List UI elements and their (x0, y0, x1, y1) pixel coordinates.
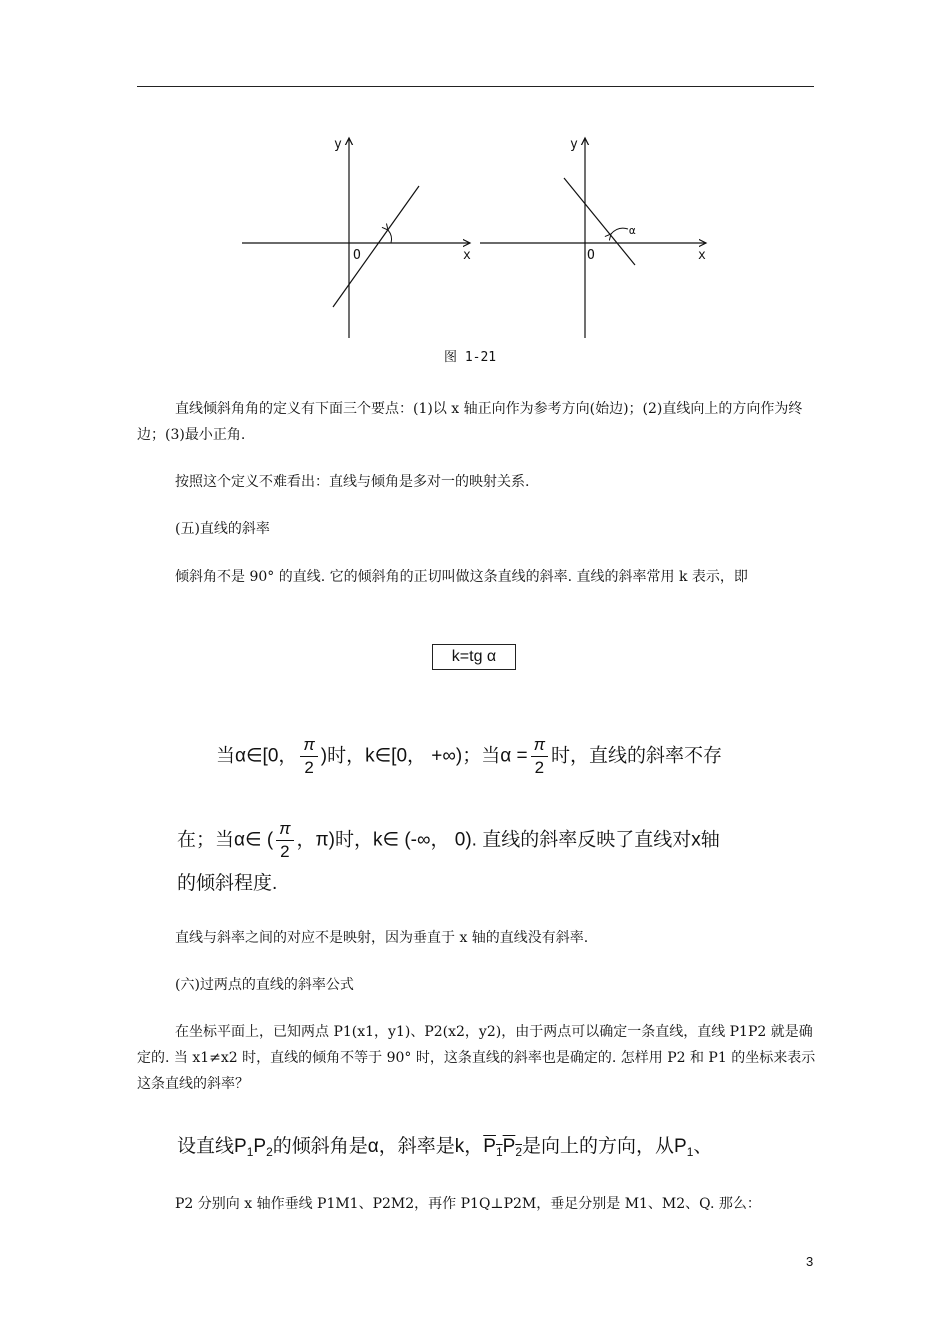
right-origin-label: O (587, 248, 595, 263)
left-origin-label: O (353, 248, 361, 263)
vector-p1p2: $P_1P_2$ (483, 1136, 522, 1159)
paragraph-two-points: 在坐标平面上，已知两点 P1(x1，y1)、P2(x2，y2)，由于两点可以确定一条直线，直线 P1P2 就是确定的. 当 x1≠x2 时，直线的倾角不等于 90° 时，这条直线的斜率也是确定的. 怎样用 P2 和 P1 的坐标来表示这条直线的斜率？ (137, 1024, 816, 1092)
left-x-label: x (463, 248, 471, 263)
slope-formula-box: k=tg α (432, 644, 516, 670)
paragraph-no-mapping: 直线与斜率之间的对应不是映射，因为垂直于 x 轴的直线没有斜率. (175, 930, 589, 946)
right-angle-label: α (629, 224, 636, 237)
left-line (333, 186, 419, 307)
right-y-label: y (570, 137, 578, 152)
paragraph-slope-definition: 倾斜角不是 90° 的直线. 它的倾斜角的正切叫做这条直线的斜率. 直线的斜率常用 k 表示，即 (175, 569, 748, 585)
fraction-pi-over-2: $\frac{\pi}{2}$ (276, 818, 293, 863)
figure-svg (230, 128, 730, 343)
math-line-1: 当α∈[0， $\frac{\pi}{2}$ )时，k∈[0， +∞)；当α = $\frac{\pi}{2}$ 时，直线的斜率不存 (216, 735, 723, 777)
header-rule (137, 86, 814, 87)
figure-caption: 图 1-21 (444, 350, 497, 365)
right-graph (480, 137, 706, 338)
right-x-label: x (698, 248, 706, 263)
paragraph-perpendiculars: P2 分别向 x 轴作垂线 P1M1、P2M2，再作 P1Q⊥P2M，垂足分别是 M1、M2、Q. 那么： (175, 1196, 761, 1212)
page-number: 3 (806, 1254, 814, 1269)
paragraph-definition: 直线倾斜角角的定义有下面三个要点：(1)以 x 轴正向作为参考方向(始边)；(2)直线向上的方向作为终边；(3)最小正角. (137, 401, 803, 443)
fraction-pi-over-2: $\frac{\pi}{2}$ (300, 734, 317, 779)
math-line-2: 在；当α∈ ( $\frac{\pi}{2}$ ，π)时，k∈ (-∞， 0). 直线的斜率反映了直线对x轴 (177, 819, 720, 861)
left-graph (242, 137, 471, 338)
section-heading-slope: (五)直线的斜率 (175, 521, 270, 537)
left-y-label: y (334, 137, 342, 152)
fraction-pi-over-2: $\frac{\pi}{2}$ (531, 734, 548, 779)
math-line-3: 的倾斜程度. (177, 873, 278, 894)
right-line (564, 178, 635, 265)
paragraph-mapping: 按照这个定义不难看出：直线与倾角是多对一的映射关系. (175, 474, 530, 490)
math-line-4: 设直线$P_1P_2$的倾斜角是α，斜率是k，$P_1P_2$是向上的方向，从$P_1$、 (177, 1136, 713, 1159)
left-angle-arc (388, 230, 392, 243)
figure-1-21 (230, 128, 730, 343)
right-angle-arc (611, 228, 628, 234)
section-heading-two-point: (六)过两点的直线的斜率公式 (175, 977, 354, 993)
